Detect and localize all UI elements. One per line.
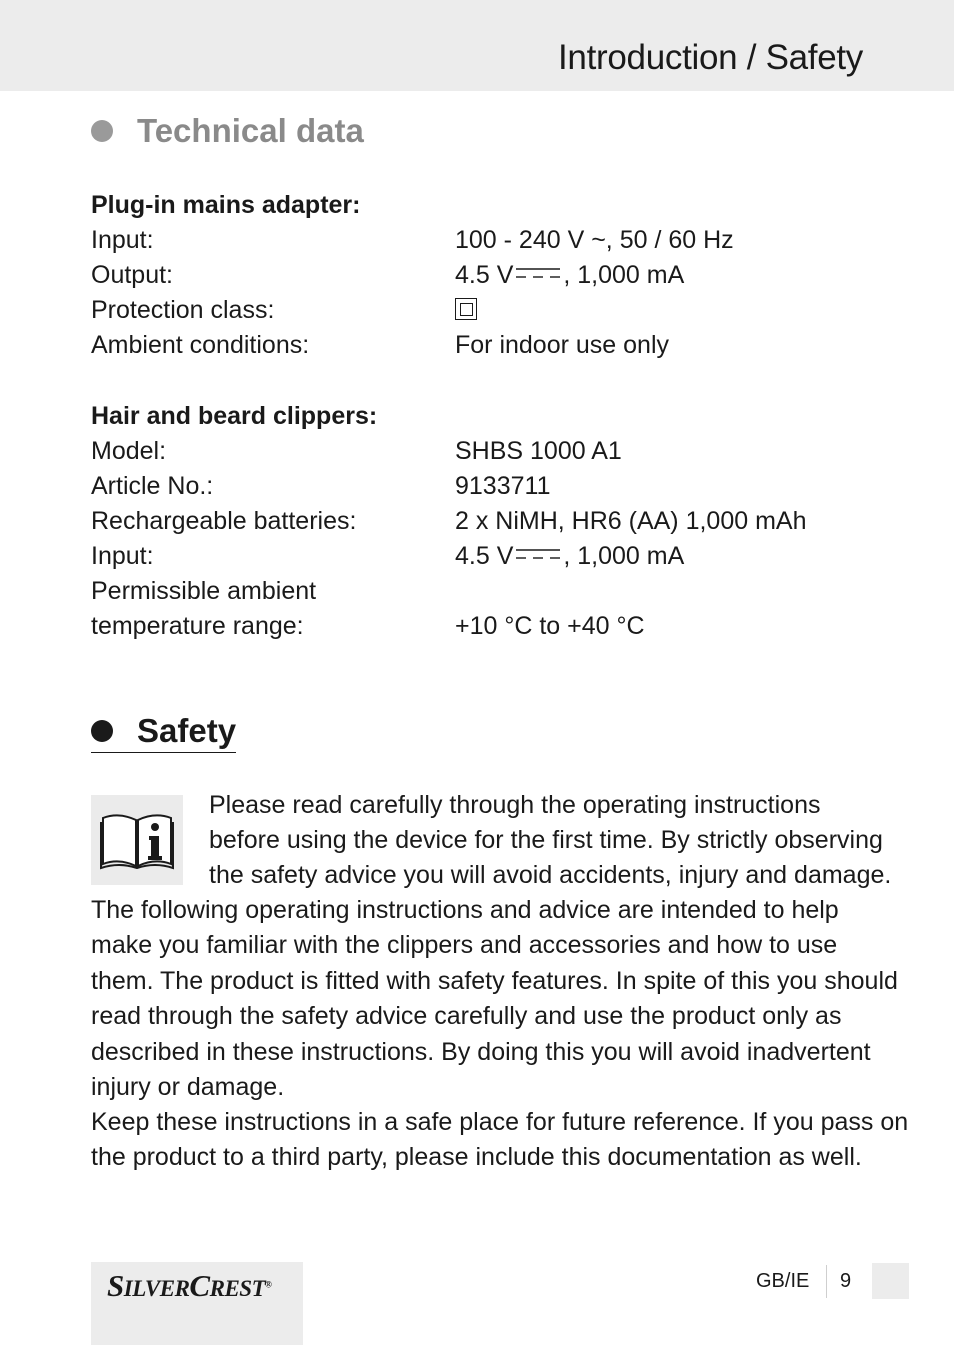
text-line: the safety advice you will avoid accidents, injury and damage. — [209, 861, 892, 889]
spec-row — [91, 539, 871, 574]
footer-divider — [826, 1265, 827, 1298]
spec-row — [91, 469, 871, 504]
spec-row — [91, 293, 871, 328]
text-line: them. The product is fitted with safety features. In spite of this you should — [91, 966, 898, 995]
direct-current-icon — [515, 266, 561, 280]
clipper-specs-title: Hair and beard clippers: — [91, 402, 378, 430]
page-number: 9 — [840, 1270, 852, 1292]
adapter-specs-title: Plug-in mains adapter: — [91, 191, 361, 219]
text-line: the product to a third party, please include this documentation as well. — [91, 1143, 862, 1172]
technical-data-title: Technical data — [137, 112, 364, 149]
spec-value-voltage: 4.5 V — [455, 542, 514, 570]
brand-logo-text: REST — [209, 1276, 266, 1301]
spec-value-current: , 1,000 mA — [563, 261, 685, 289]
brand-logo — [107, 1268, 271, 1304]
direct-current-icon — [515, 547, 561, 561]
safety-paragraph-2 — [91, 1105, 909, 1176]
book-info-icon — [91, 795, 183, 885]
technical-data-heading — [91, 112, 364, 150]
bullet-icon — [91, 720, 113, 742]
book-info-icon-graphic — [99, 810, 175, 870]
spec-row — [91, 574, 871, 644]
text-line: make you familiar with the clippers and accessories and how to use — [91, 931, 838, 960]
spec-value — [455, 293, 477, 328]
spec-value: For indoor use only — [455, 331, 670, 359]
registered-mark: ® — [265, 1279, 272, 1290]
footer-square — [872, 1263, 909, 1299]
text-line: Keep these instructions in a safe place for future reference. If you pass on — [91, 1108, 909, 1136]
spec-value: +10 °C to +40 °C — [455, 612, 645, 640]
spec-label: Input: — [91, 542, 154, 570]
clipper-specs — [91, 398, 871, 644]
footer-language: GB/IE — [756, 1270, 810, 1292]
adapter-specs — [91, 187, 871, 363]
spec-row — [91, 328, 871, 363]
spec-label: Rechargeable batteries: — [91, 507, 357, 535]
spec-label: Input: — [91, 226, 154, 254]
brand-logo-letter: S — [107, 1268, 124, 1303]
spec-label-line: Permissible ambient — [91, 577, 317, 605]
spec-value-current: , 1,000 mA — [563, 542, 685, 570]
text-line: before using the device for the first time. By strictly observing — [209, 826, 883, 854]
safety-intro-text — [209, 788, 892, 893]
text-line: read through the safety advice carefully and use the product only as — [91, 1002, 842, 1031]
spec-value-voltage: 4.5 V — [455, 261, 514, 289]
spec-row — [91, 258, 871, 293]
spec-label: Ambient conditions: — [91, 331, 310, 359]
spec-row — [91, 223, 871, 258]
bullet-icon — [91, 120, 113, 142]
spec-row — [91, 504, 871, 539]
text-line: Please read carefully through the operating instructions — [209, 791, 821, 819]
text-line: The following operating instructions and advice are intended to help — [91, 896, 839, 924]
spec-value — [455, 258, 684, 293]
text-line: injury or damage. — [91, 1073, 285, 1102]
spec-label: Model: — [91, 437, 167, 465]
spec-value: 100 - 240 V ~, 50 / 60 Hz — [455, 226, 734, 254]
brand-logo-letter: C — [189, 1268, 210, 1303]
spec-value: 2 x NiMH, HR6 (AA) 1,000 mAh — [455, 507, 807, 535]
spec-label: Output: — [91, 261, 173, 289]
spec-label-line: temperature range: — [91, 612, 304, 640]
safety-heading — [91, 712, 236, 753]
safety-paragraph-1 — [91, 893, 898, 1105]
brand-logo-text: ILVER — [123, 1276, 190, 1301]
spec-label: Protection class: — [91, 296, 275, 324]
page-header-title: Introduction / Safety — [558, 38, 863, 77]
spec-label: Article No.: — [91, 472, 214, 500]
safety-title: Safety — [137, 712, 237, 749]
spec-value — [455, 539, 684, 574]
class-ii-double-square-icon — [455, 298, 477, 320]
spec-value: 9133711 — [455, 472, 551, 500]
text-line: described in these instructions. By doing this you will avoid inadvertent — [91, 1037, 871, 1066]
spec-label — [91, 574, 455, 644]
spec-value: SHBS 1000 A1 — [455, 437, 622, 465]
spec-row — [91, 434, 871, 469]
